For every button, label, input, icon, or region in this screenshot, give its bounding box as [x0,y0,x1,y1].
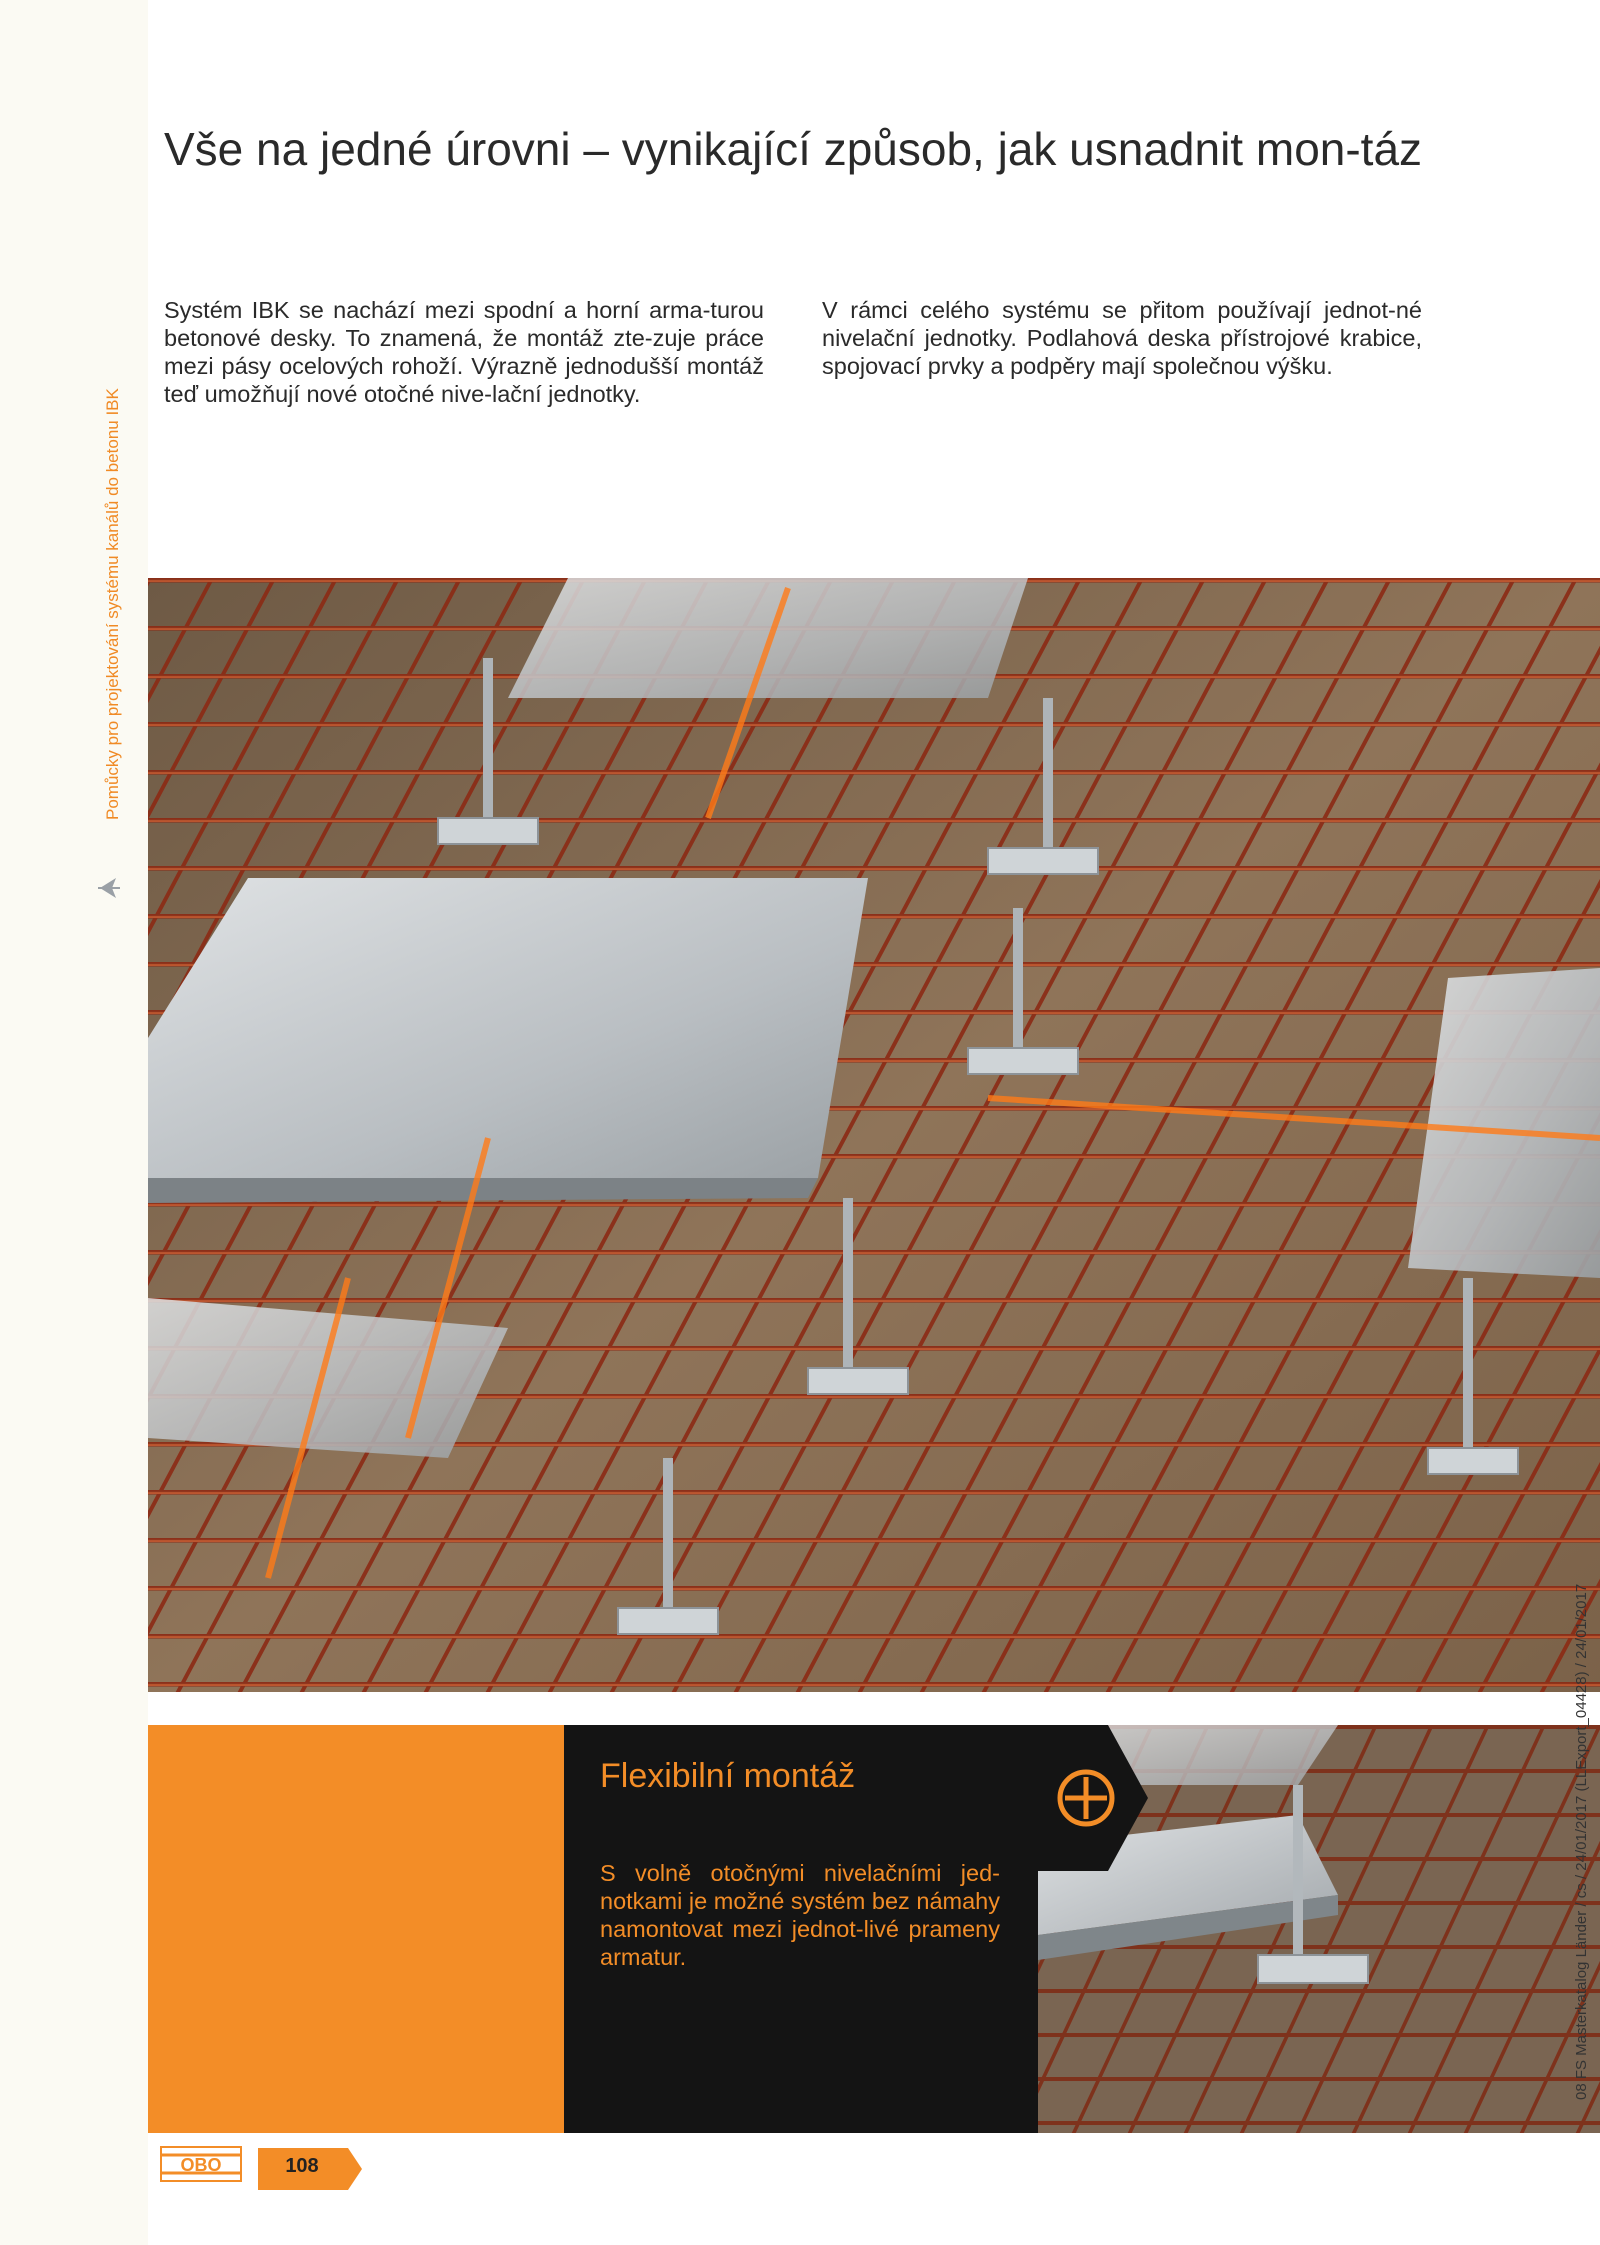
page-title: Vše na jedné úrovni – vynikající způsob, jak usnadnit mon-táz [164,123,1423,175]
intro-left-column: Systém IBK se nachází mezi spodní a horní arma-turou betonové desky. To znamená, že montáž zte-zuje práce mezi pásy ocelových rohoží. Výrazně jednodušší montáž teď umožňují nové otočné nive-lační jednotky. [164,296,764,407]
orange-block [148,1725,564,2133]
chevron-right-icon [96,870,124,906]
page-number: 108 [285,2155,319,2177]
intro-right-column: V rámci celého systému se přitom používají jednot-né nivelační jednotky. Podlahová deska přístrojové krabice, spojovací prvky a podpěry mají společnou výšku. [822,296,1422,379]
main-photo [148,578,1600,1692]
plus-circle-icon [1038,1725,1148,1871]
svg-text:OBO: OBO [180,2155,222,2175]
sidebar-title-text: Pomůcky pro projektování systému kanálů do betonu IBK [103,388,122,820]
feature-text: S volně otočnými nivelačními jed-notkami je možné systém bez námahy namontovat mezi jednot-livé prameny armatur. [600,1859,1000,1970]
obo-logo [160,2146,242,2182]
sidebar-strip [0,0,148,2245]
footer-code-text: 08 FS Masterkatalog Länder / cs / 24/01/2017 (LLExport_04428) / 24/01/2017 [1573,1583,1590,2100]
feature-title: Flexibilní montáž [600,1757,856,1795]
